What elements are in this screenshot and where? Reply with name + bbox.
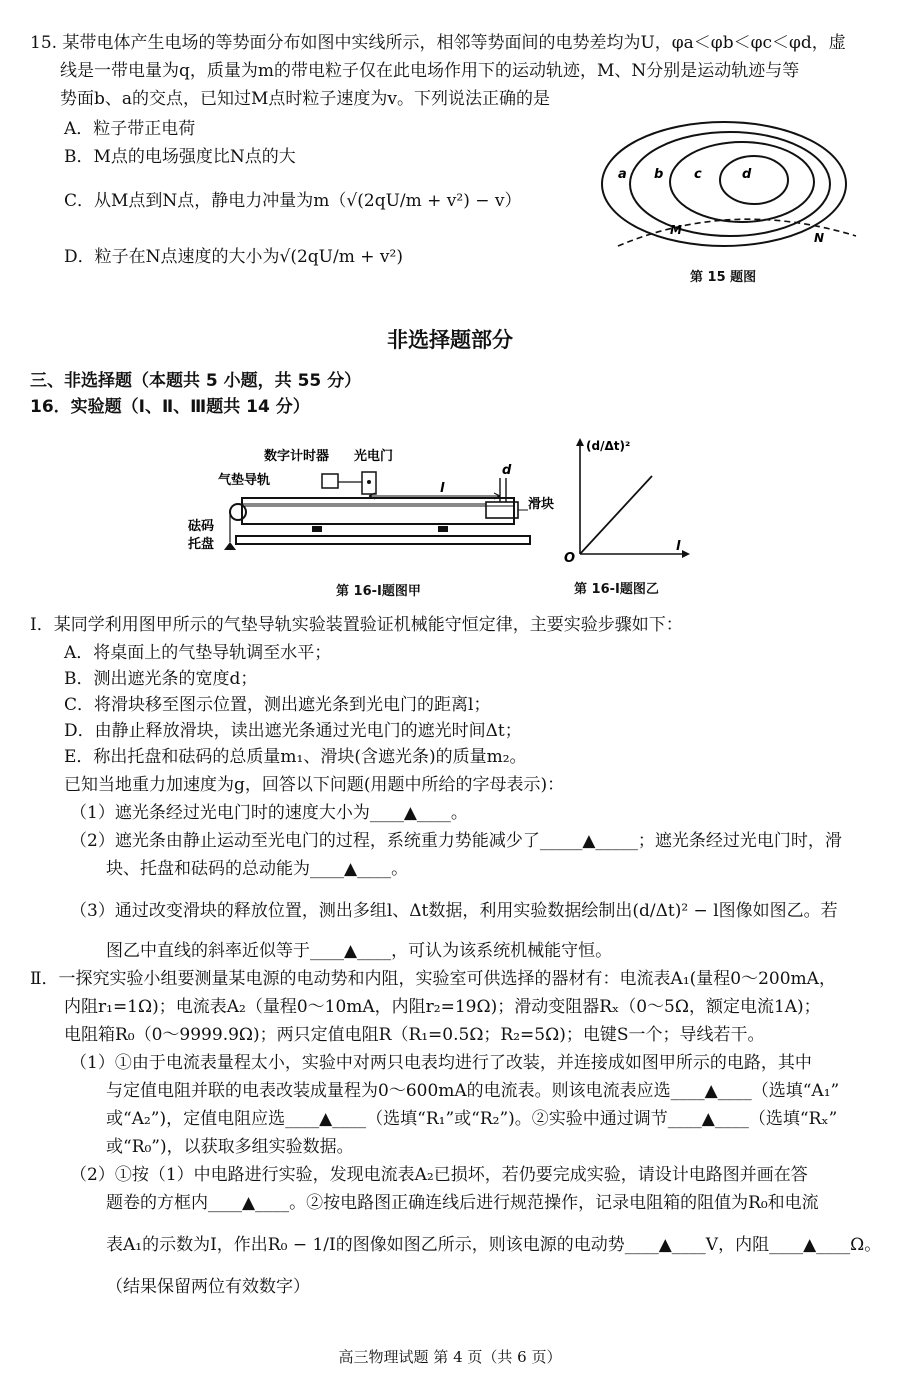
label-d-width: d	[502, 463, 512, 478]
part1-q2-line2: 块、托盘和砝码的总动能为____▲____。	[106, 859, 409, 879]
q15-option-c: C．从M点到N点，静电力冲量为m（√(2qU/m + v²) − v）	[64, 191, 522, 211]
part2-p1-line3: 或“A₂”)，定值电阻应选____▲____（选填“R₁”或“R₂”)。②实验中通过调节____▲____（选填“Rₓ”	[106, 1109, 838, 1129]
part3-heading: 三、非选择题（本题共 5 小题，共 55 分）	[30, 371, 362, 391]
q16-figure-a-caption: 第 16-Ⅰ题图甲	[336, 584, 421, 599]
page-footer: 高三物理试题 第 4 页（共 6 页）	[338, 1348, 562, 1366]
q15-option-d: D．粒子在N点速度的大小为√(2qU/m + v²)	[64, 247, 403, 267]
section-title: 非选择题部分	[387, 328, 513, 352]
graph-origin: O	[564, 551, 576, 566]
part2-p1-line1: （1）①由于电流表量程太小，实验中对两只电表均进行了改装，并连接成如图甲所示的电路，其中	[70, 1053, 812, 1073]
label-l-distance: l	[440, 481, 445, 496]
part1-q1: （1）遮光条经过光电门时的速度大小为____▲____。	[70, 803, 468, 823]
q15-equipotential-figure	[592, 118, 868, 268]
label-c: c	[694, 167, 702, 182]
graph-ylabel: (d/Δt)²	[586, 439, 631, 453]
label-slider: 滑块	[528, 497, 555, 512]
q15-option-b: B．M点的电场强度比N点的大	[64, 147, 296, 167]
label-photogate: 光电门	[354, 449, 394, 464]
part1-lead: 已知当地重力加速度为g，回答以下问题(用题中所给的字母表示)：	[64, 775, 565, 795]
part1-intro: Ⅰ．某同学利用图甲所示的气垫导轨实验装置验证机械能守恒定律，主要实验步骤如下：	[30, 615, 683, 635]
part2-p1-line4: 或“R₀”)，以获取多组实验数据。	[106, 1137, 354, 1157]
part2-p2-line2: 题卷的方框内____▲____。②按电路图正确连线后进行规范操作，记录电阻箱的阻值为R₀和电流	[106, 1193, 819, 1213]
graph-xlabel: l	[676, 539, 681, 554]
part1-step-e: E．称出托盘和砝码的总质量m₁、滑块(含遮光条)的质量m₂。	[64, 747, 527, 767]
part1-q2-line1: （2）遮光条由静止运动至光电门的过程，系统重力势能减少了_____▲_____；遮光条经过光电门时，滑	[70, 831, 842, 851]
part1-q3-line2: 图乙中直线的斜率近似等于____▲____，可认为该系统机械能守恒。	[106, 941, 613, 961]
q15-figure-caption: 第 15 题图	[690, 270, 757, 285]
q16-heading: 16．实验题（Ⅰ、Ⅱ、Ⅲ题共 14 分）	[30, 397, 310, 417]
label-b: b	[654, 167, 664, 182]
part2-line2: 内阻r₁=1Ω)；电流表A₂（量程0～10mA，内阻r₂=19Ω)；滑动变阻器Rₓ（0～5Ω，额定电流1A)；	[64, 997, 821, 1017]
label-a: a	[618, 167, 627, 182]
part1-step-d: D．由静止释放滑块，读出遮光条通过光电门的遮光时间Δt；	[64, 721, 522, 741]
label-air-track: 气垫导轨	[218, 473, 271, 488]
label-weight: 砝码	[188, 519, 215, 534]
label-m: M	[670, 223, 682, 237]
q16-graph-figure	[556, 430, 696, 566]
part2-p2-line1: （2）①按（1）中电路进行实验，发现电流表A₂已损坏，若仍要完成实验，请设计电路图并画在答	[70, 1165, 808, 1185]
label-d: d	[742, 167, 752, 182]
part2-p2-line3: 表A₁的示数为I，作出R₀ − 1/I的图像如图乙所示，则该电源的电动势____▲____V，内阻____▲____Ω。	[106, 1235, 882, 1255]
part1-q3-line1: （3）通过改变滑块的释放位置，测出多组l、Δt数据，利用实验数据绘制出(d/Δt)² − l图像如图乙。若	[70, 901, 838, 921]
part2-p1-line2: 与定值电阻并联的电表改装成量程为0～600mA的电流表。则该电流表应选____▲____（选填“A₁”	[106, 1081, 840, 1101]
part1-step-c: C．将滑块移至图示位置，测出遮光条到光电门的距离l；	[64, 695, 491, 715]
label-tray: 托盘	[188, 537, 215, 552]
label-timer: 数字计时器	[264, 449, 330, 464]
q15-line-2: 线是一带电量为q，质量为m的带电粒子仅在此电场作用下的运动轨迹，M、N分别是运动轨迹与等	[60, 61, 800, 81]
q15-line-3: 势面b、a的交点，已知过M点时粒子速度为v。下列说法正确的是	[60, 89, 551, 109]
q15-option-a: A．粒子带正电荷	[64, 119, 196, 139]
part2-p2-line4: （结果保留两位有效数字）	[106, 1277, 310, 1297]
part1-step-b: B．测出遮光条的宽度d；	[64, 669, 258, 689]
part1-step-a: A．将桌面上的气垫导轨调至水平；	[64, 643, 332, 663]
q16-air-track-figure	[188, 446, 560, 570]
part2-line3: 电阻箱R₀（0～9999.9Ω)；两只定值电阻R（R₁=0.5Ω；R₂=5Ω)；电键S一个；导线若干。	[64, 1025, 765, 1045]
q16-figure-b-caption: 第 16-Ⅰ题图乙	[574, 582, 659, 597]
label-n: N	[814, 231, 825, 245]
part2-line1: Ⅱ．一探究实验小组要测量某电源的电动势和内阻，实验室可供选择的器材有：电流表A₁(量程0～200mA，	[30, 969, 836, 989]
q15-line-1: 15. 某带电体产生电场的等势面分布如图中实线所示，相邻等势面间的电势差均为U，φa＜φb＜φc＜φd，虚	[30, 33, 846, 53]
